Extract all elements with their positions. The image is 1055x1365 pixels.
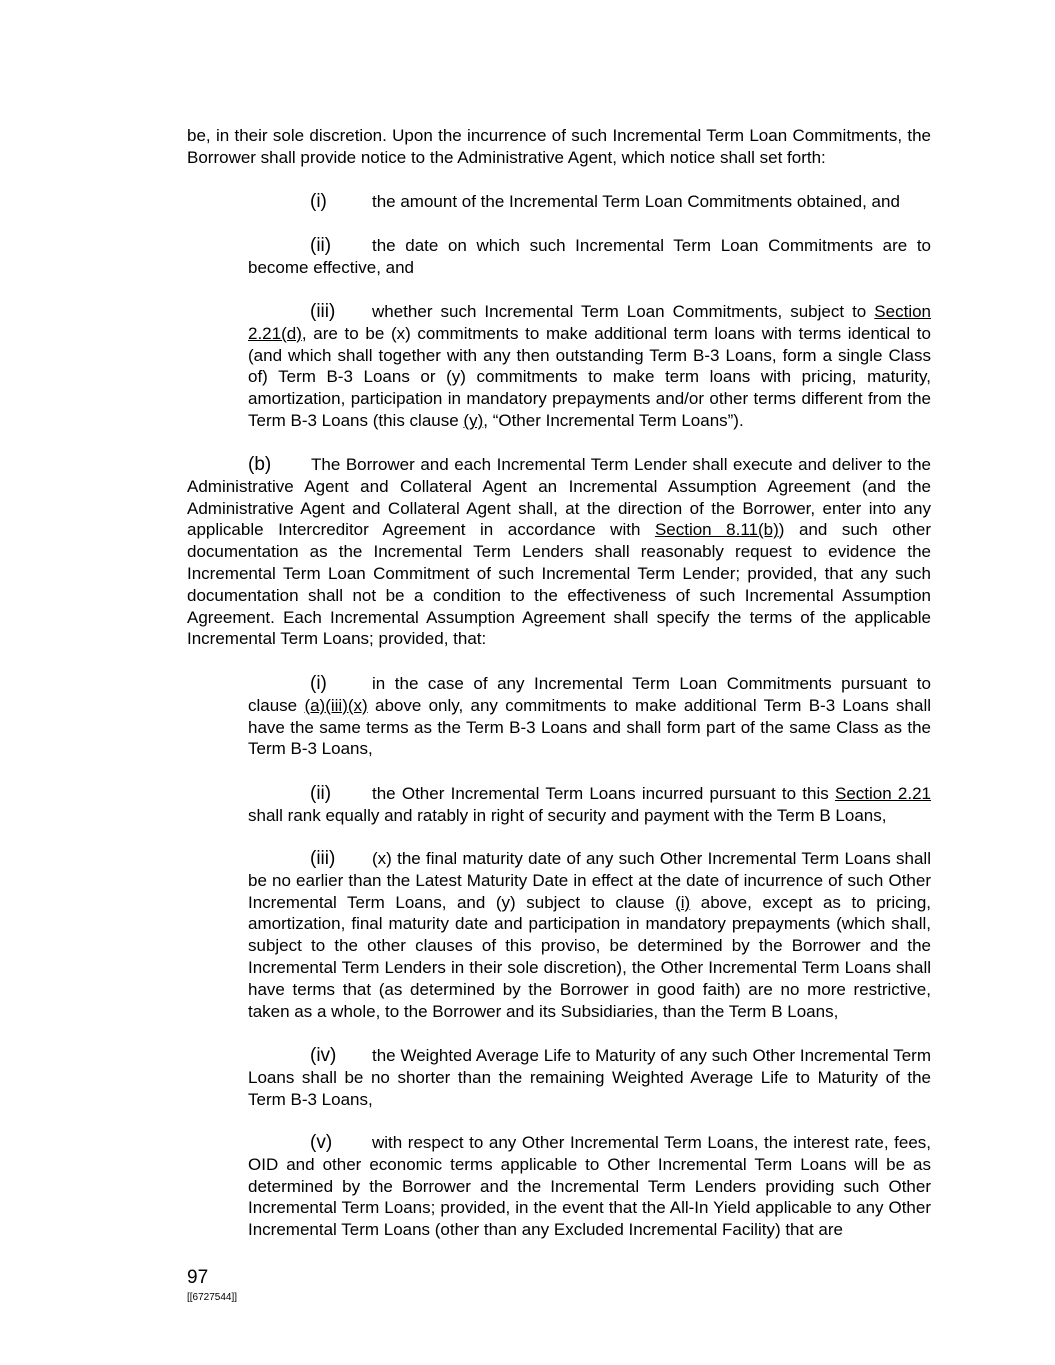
clause-b-iv: (iv) the Weighted Average Life to Maturity of any such Other Incremental Term Loans shall be no shorter than the remaining Weighted Average Life to Maturity of the Term B-3 Loans, bbox=[248, 1045, 931, 1109]
clause-number: (ii) bbox=[310, 235, 332, 256]
clause-number: (i) bbox=[310, 673, 327, 694]
page-number: 97 bbox=[187, 1267, 209, 1288]
intro-paragraph: be, in their sole discretion. Upon the incurrence of such Incremental Term Loan Commitments, the Borrower shall provide notice to the Administrative Agent, which notice shall set forth: bbox=[187, 126, 931, 167]
clause-number: (b) bbox=[248, 454, 272, 475]
clause-reference-link[interactable]: (y) bbox=[463, 410, 484, 430]
clause-b-i: (i) in the case of any Incremental Term Loan Commitments pursuant to clause (a)(iii)(x) above only, any commitments to make additional Term B-3 Loans shall have the same terms as the Term B-3 Loans and shall form part of the same Class as the Term B-3 Loans, bbox=[248, 673, 931, 759]
clause-b-ii: (ii) the Other Incremental Term Loans incurred pursuant to this Section 2.21 shall rank equally and ratably in right of security and payment with the Term B Loans, bbox=[248, 783, 931, 825]
clause-number: (i) bbox=[310, 191, 327, 212]
clause-number: (iii) bbox=[310, 301, 336, 322]
clause-number: (iii) bbox=[310, 848, 336, 869]
clause-a-i: (i) the amount of the Incremental Term Loan Commitments obtained, and bbox=[248, 191, 931, 213]
clause-a-ii: (ii) the date on which such Incremental Term Loan Commitments are to become effective, and bbox=[248, 235, 931, 277]
clause-a-iii: (iii) whether such Incremental Term Loan Commitments, subject to Section 2.21(d), are to be (x) commitments to make additional term loans with terms identical to (and which shall together with any then outstanding Term B-3 Loans, form a single Class of) Term B-3 Loans or (y) commitments to make term loans with pricing, maturity, amortization, participation in mandatory prepayments and/or other terms different from the Term B-3 Loans (this clause (y), “Other Incremental Term Loans”). bbox=[248, 301, 931, 430]
document-id: [[6727544]] bbox=[187, 1292, 238, 1303]
clause-b-v: (v) with respect to any Other Incremental Term Loans, the interest rate, fees, OID and other economic terms applicable to Other Incremental Term Loans will be as determined by the Borrower and the Incremental Term Lenders providing such Other Incremental Term Loans; provided, in the event that the All-In Yield applicable to any Other Incremental Term Loans (other than any Excluded Incremental Facility) that are bbox=[248, 1132, 931, 1240]
clause-number: (iv) bbox=[310, 1045, 337, 1066]
section-reference-link[interactable]: Section 2.21(d) bbox=[248, 302, 931, 343]
clause-reference-link[interactable]: (i) bbox=[675, 892, 691, 912]
section-reference-link[interactable]: Section 8.11(b) bbox=[654, 520, 779, 540]
clause-number: (v) bbox=[310, 1132, 333, 1153]
clause-reference-link[interactable]: (a)(iii)(x) bbox=[304, 695, 368, 715]
clause-number: (ii) bbox=[310, 783, 332, 804]
clause-b-iii: (iii) (x) the final maturity date of any such Other Incremental Term Loans shall be no earlier than the Latest Maturity Date in effect at the date of incurrence of such Other Incremental Term Loans, and (y) subject to clause (i) above, except as to pricing, amortization, final maturity date and participation in mandatory prepayments (which shall, subject to the other clauses of this proviso, be determined by the Borrower and the Incremental Term Lenders in their sole discretion), the Other Incremental Term Loans shall have terms that (as determined by the Borrower in good faith) are no more restrictive, taken as a whole, to the Borrower and its Subsidiaries, than the Term B Loans, bbox=[248, 848, 932, 1021]
section-reference-link[interactable]: Section 2.21 bbox=[834, 784, 931, 803]
clause-b: (b) The Borrower and each Incremental Term Lender shall execute and deliver to the Administrative Agent and Collateral Agent an Incremental Assumption Agreement (and the Administrative Agent and Collateral Agent shall, at the direction of the Borrower, enter into any applicable Intercreditor Agreement in accordance with Section 8.11(b)) and such other documentation as the Incremental Term Lenders shall reasonably request to evidence the Incremental Term Loan Commitment of such Incremental Term Lender; provided, that any such documentation shall not be a condition to the effectiveness of such Incremental Assumption Agreement. Each Incremental Assumption Agreement shall specify the terms of the applicable Incremental Term Loans; provided, that: bbox=[187, 454, 931, 649]
